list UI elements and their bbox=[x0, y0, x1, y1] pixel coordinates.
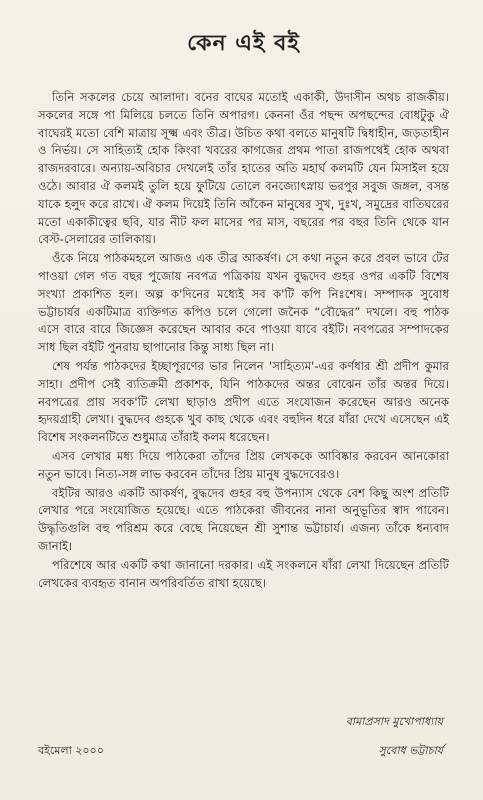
book-fair-year: বইমেলা ২০০০ bbox=[38, 744, 104, 757]
signature-bamaprasad: বামাপ্রসাদ মুখোপাধ্যায় bbox=[345, 715, 443, 728]
paragraph-1: তিনি সকলের চেয়ে আলাদা। বনের বাঘের মতোই একাকী, উদাসীন অথচ রাজকীয়। সকলের সঙ্গে পা মিলিয়ে চলতে তিনি অপারগ। কেননা ওঁর পছন্দ অপছন্দের বোধটুকু ঐ বাঘেরই মতো বেশি মাত্রায় সূক্ষ্ম এবং তীব্র। উচিত কথা বলতে মানুষটি দ্বিধাহীন, জড়তাহীন ও নির্ভয়। সে সাহিত্যই হোক কিংবা খবরের কাগজের প্রথম পাতা রাজপথেই হোক অথবা রাজদরবারে। অন্যায়-অবিচার দেখলেই তাঁর হাতের অতি মহার্ঘ কলমটি যেন মিসাইল হয়ে ওঠে। আবার ঐ কলমই তুলি হয়ে ফুটিয়ে তোলে বনজ্যোৎস্নায় ভরপুর সবুজ জঙ্গল, বসন্ত যাকে হলুদ করে রাখে। ঐ কলম দিয়েই তিনি আঁকেন মানুষের সুখ, দুঃখ, সমুদ্রের বাতিঘরের মতো একাকীত্বের ছবি, যার নীট ফল মাসের পর মাস, বছরের পর বছর তিনি থেকে যান বেস্ট-সেলারের তালিকায়। bbox=[38, 90, 449, 247]
signature-subodh: সুবোধ ভট্টাচার্য bbox=[378, 744, 443, 757]
paragraph-3: শেষ পর্যন্ত পাঠকদের ইচ্ছাপূরণের ভার নিলেন 'সাহিত্যম'-এর কর্ণধার শ্রী প্রদীপ কুমার সাহা। প্রদীপ সেই ব্যতিক্রমী প্রকাশক, যিনি পাঠকদের অন্তর বোঝেন তাঁর অন্তর দিয়ে। নবপত্রের প্রায় সবক'টি লেখা ছাড়াও প্রদীপ এতে সংযোজন করেছেন আরও অনেক হৃদয়গ্রাহী লেখা। বুদ্ধদেব গুহকে খুব কাছ থেকে এবং বহুদিন ধরে যাঁরা দেখে এসেছেন এই বিশেষ সংকলনটিতে শুধুমাত্র তাঁরাই কলম ধরেছেন। bbox=[38, 358, 449, 445]
paragraph-5: বইটির আরও একটি আকর্ষণ, বুদ্ধদেব গুহর বহু উপন্যাস থেকে বেশ কিছু অংশ প্রতিটি লেখার পরে সংযোজিত হয়েছে। এতে পাঠকেরা জীবনের নানা অনুভূতির স্বাদ পাবেন। উদ্ধৃতিগুলি বহু পরিশ্রম করে বেছে নিয়েছেন শ্রী সুশান্ত ভট্টাচার্য। এজন্য তাঁকে ধন্যবাদ জানাই। bbox=[38, 485, 449, 553]
page-title: কেন এই বই bbox=[187, 31, 300, 56]
paragraph-6: পরিশেষে আর একটি কথা জানানো দরকার। এই সংকলনে যাঁরা লেখা দিয়েছেন প্রতিটি লেখকের ব্যবহৃত বানান অপরিবর্তিত রাখা হয়েছে। bbox=[38, 557, 449, 590]
footer bbox=[38, 742, 443, 761]
paragraph-4: এসব লেখার মধ্য দিয়ে পাঠকেরা তাঁদের প্রিয় লেখককে আবিষ্কার করবেন আনকোরা নতুন ভাবে। নিত্য-সঙ্গ লাভ করবেন তাঁদের প্রিয় মানুষ বুদ্ধদেবেরও। bbox=[38, 448, 449, 481]
paragraph-2: ওঁকে নিয়ে পাঠকমহলে আজও এক তীব্র আকর্ষণ। সে কথা নতুন করে প্রবল ভাবে টের পাওয়া গেল গত বছর পুজোয় নবপত্র পত্রিকায় যখন বুদ্ধদেব গুহর ওপর একটি বিশেষ সংখ্যা প্রকাশিত হল। অল্প ক'দিনের মধ্যেই সব ক'টি কপি নিঃশেষ। সম্পাদক সুবোধ ভট্টাচার্যর একটিমাত্র ব্যক্তিগত কপিও চলে গেলো জনৈক “বৌদ্ধের” দখলে। বহু পাঠক এসে বারে বারে জিজ্ঞেস করেছেন আবার কবে পাওয়া যাবে বইটি। নবপত্রের সম্পাদকের সাধ ছিল বইটি পুনরায় ছাপানোর কিন্তু সাধ্য ছিল না। bbox=[38, 251, 449, 355]
